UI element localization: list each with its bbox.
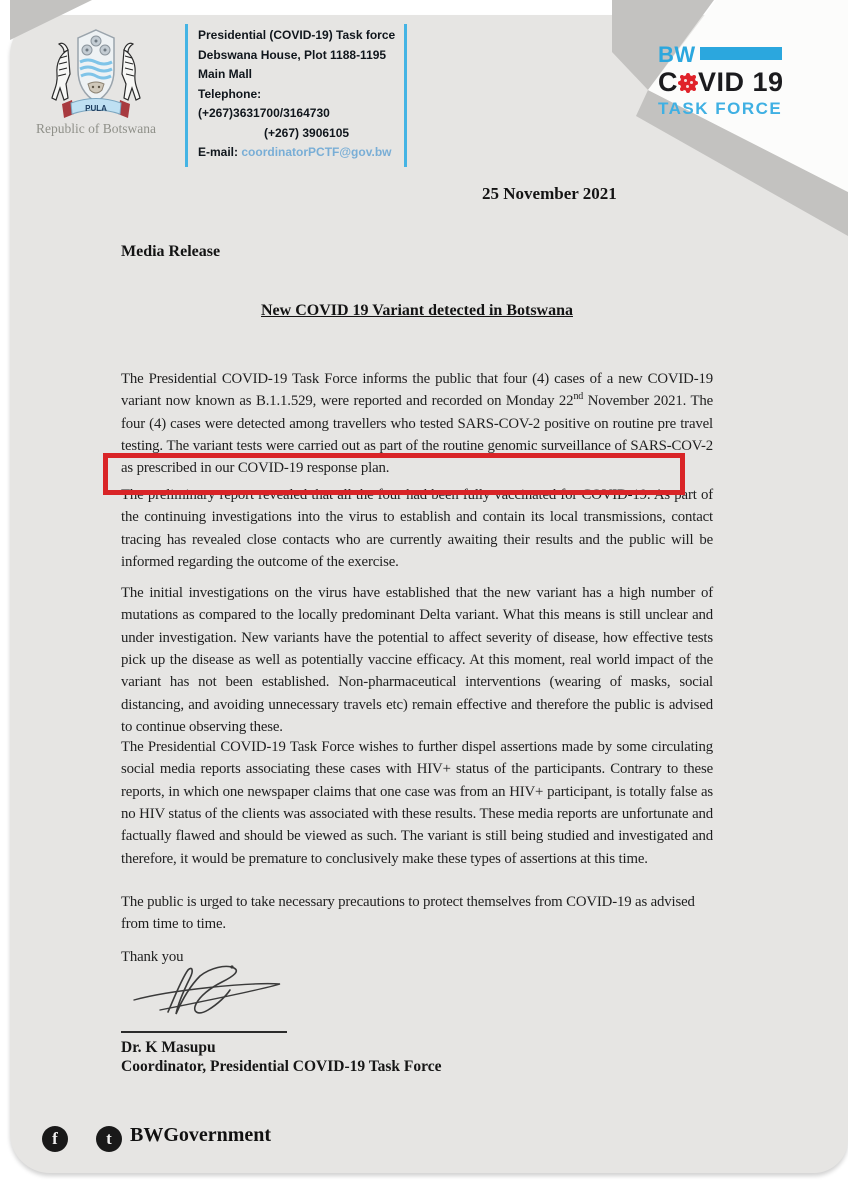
covid-task-force-logo [658,44,828,117]
paragraph-1-pre: The Presidential COVID-19 Task Force informs the public that four (4) cases of a new COVID-19 variant now known as B.1.1.529, were reported and recorded on Monday 22 [121,370,713,410]
ordinal-superscript: nd [573,391,584,403]
botswana-coat-of-arms-icon [38,24,154,122]
signatory-title: Coordinator, Presidential COVID-19 Task Force [121,1058,442,1075]
government-handle: BWGovernment [130,1124,272,1146]
paragraph-5: The public is urged to take necessary precautions to protect themselves from COVID-19 as advised from time to time. [121,893,695,933]
logo-blue-bar [700,47,782,60]
contact-address2: Main Mall [198,67,253,81]
contact-address1: Debswana House, Plot 1188-1195 [198,47,387,62]
crest-caption: Republic of Botswana [36,121,156,136]
contact-block [185,24,407,167]
contact-org: Presidential (COVID-19) Task force [198,28,396,42]
paragraph-3: The initial investigations on the virus have established that the new variant has a high number of mutations as compared to the locally predominant Delta variant. What this means is still unclear and under investigation. New variants have the potential to affect severity of disease, how effective tests pick up the disease as well as potentially vaccine efficacy. At this moment, real world impact of the variant has not been established. Non-pharmaceutical interventions (wearing of masks, social distancing, and avoiding unnecessary travels etc) remain effective and therefore the public is advised to continue observing these. [121,584,713,736]
phone-label: Telephone: [198,86,262,101]
red-highlight-box [103,453,685,495]
virus-icon [680,75,696,91]
paragraph-1-post: November 2021. The four (4) cases were detected among travellers who tested SARS-COV-2 positive on routine pre travel testing. The variant tests were carried out as part of the routine genomic surveillance of SARS-COV-2 as prescribed in our COVID-19 response plan. [121,393,714,477]
logo-covid-vid19: VID 19 [698,67,784,97]
letter-title: New COVID 19 Variant detected in Botswana [261,302,573,319]
signature-line [121,1031,287,1033]
letter-date: 25 November 2021 [482,184,617,203]
logo-bw-text: BW [658,42,696,67]
contact-phone1 [198,85,396,124]
logo-covid-c: C [658,67,678,97]
thank-you-line: Thank you [121,948,184,965]
contact-email-row [198,143,396,163]
pula-ribbon [62,99,130,119]
contact-phone2: (+267) 3906105 [264,125,350,140]
logo-task-force-text: TASK FORCE [658,99,783,118]
signatory-name: Dr. K Masupu [121,1039,216,1056]
email-link[interactable]: coordinatorPCTF@gov.bw [241,145,392,159]
media-release-heading: Media Release [121,243,221,260]
crest-motto: PULA [85,104,107,113]
logo-covid19-text [658,69,828,96]
facebook-icon[interactable]: f [42,1126,68,1152]
twitter-icon[interactable]: t [96,1126,122,1152]
paragraph-4: The Presidential COVID-19 Task Force wishes to further dispel assertions made by some circulating social media reports associating these cases with HIV+ status of the participants. Contrary to these reports, in which one newspaper claims that one case was from an HIV+ participant, is totally false as no HIV status of the clients was associated with these results. These media reports are unfortunate and factually flawed and should be viewed as such. The variant is still being studied and investigated and therefore, it would be premature to conclusively make these types of assertions at this time. [121,738,713,867]
phone-number-1: (+267)3631700/3164730 [198,106,330,120]
email-label: E-mail: [198,145,239,159]
signature-scribble [130,960,320,1026]
paragraph-2: The preliminary report revealed that all the four had been fully vaccinated for COVID-19. As part of the continuing investigations into the virus to establish and contain its local transmissions, contact tracing has revealed close contacts who are currently awaiting their results and the public will be informed regarding the outcome of the exercise. [121,486,713,571]
